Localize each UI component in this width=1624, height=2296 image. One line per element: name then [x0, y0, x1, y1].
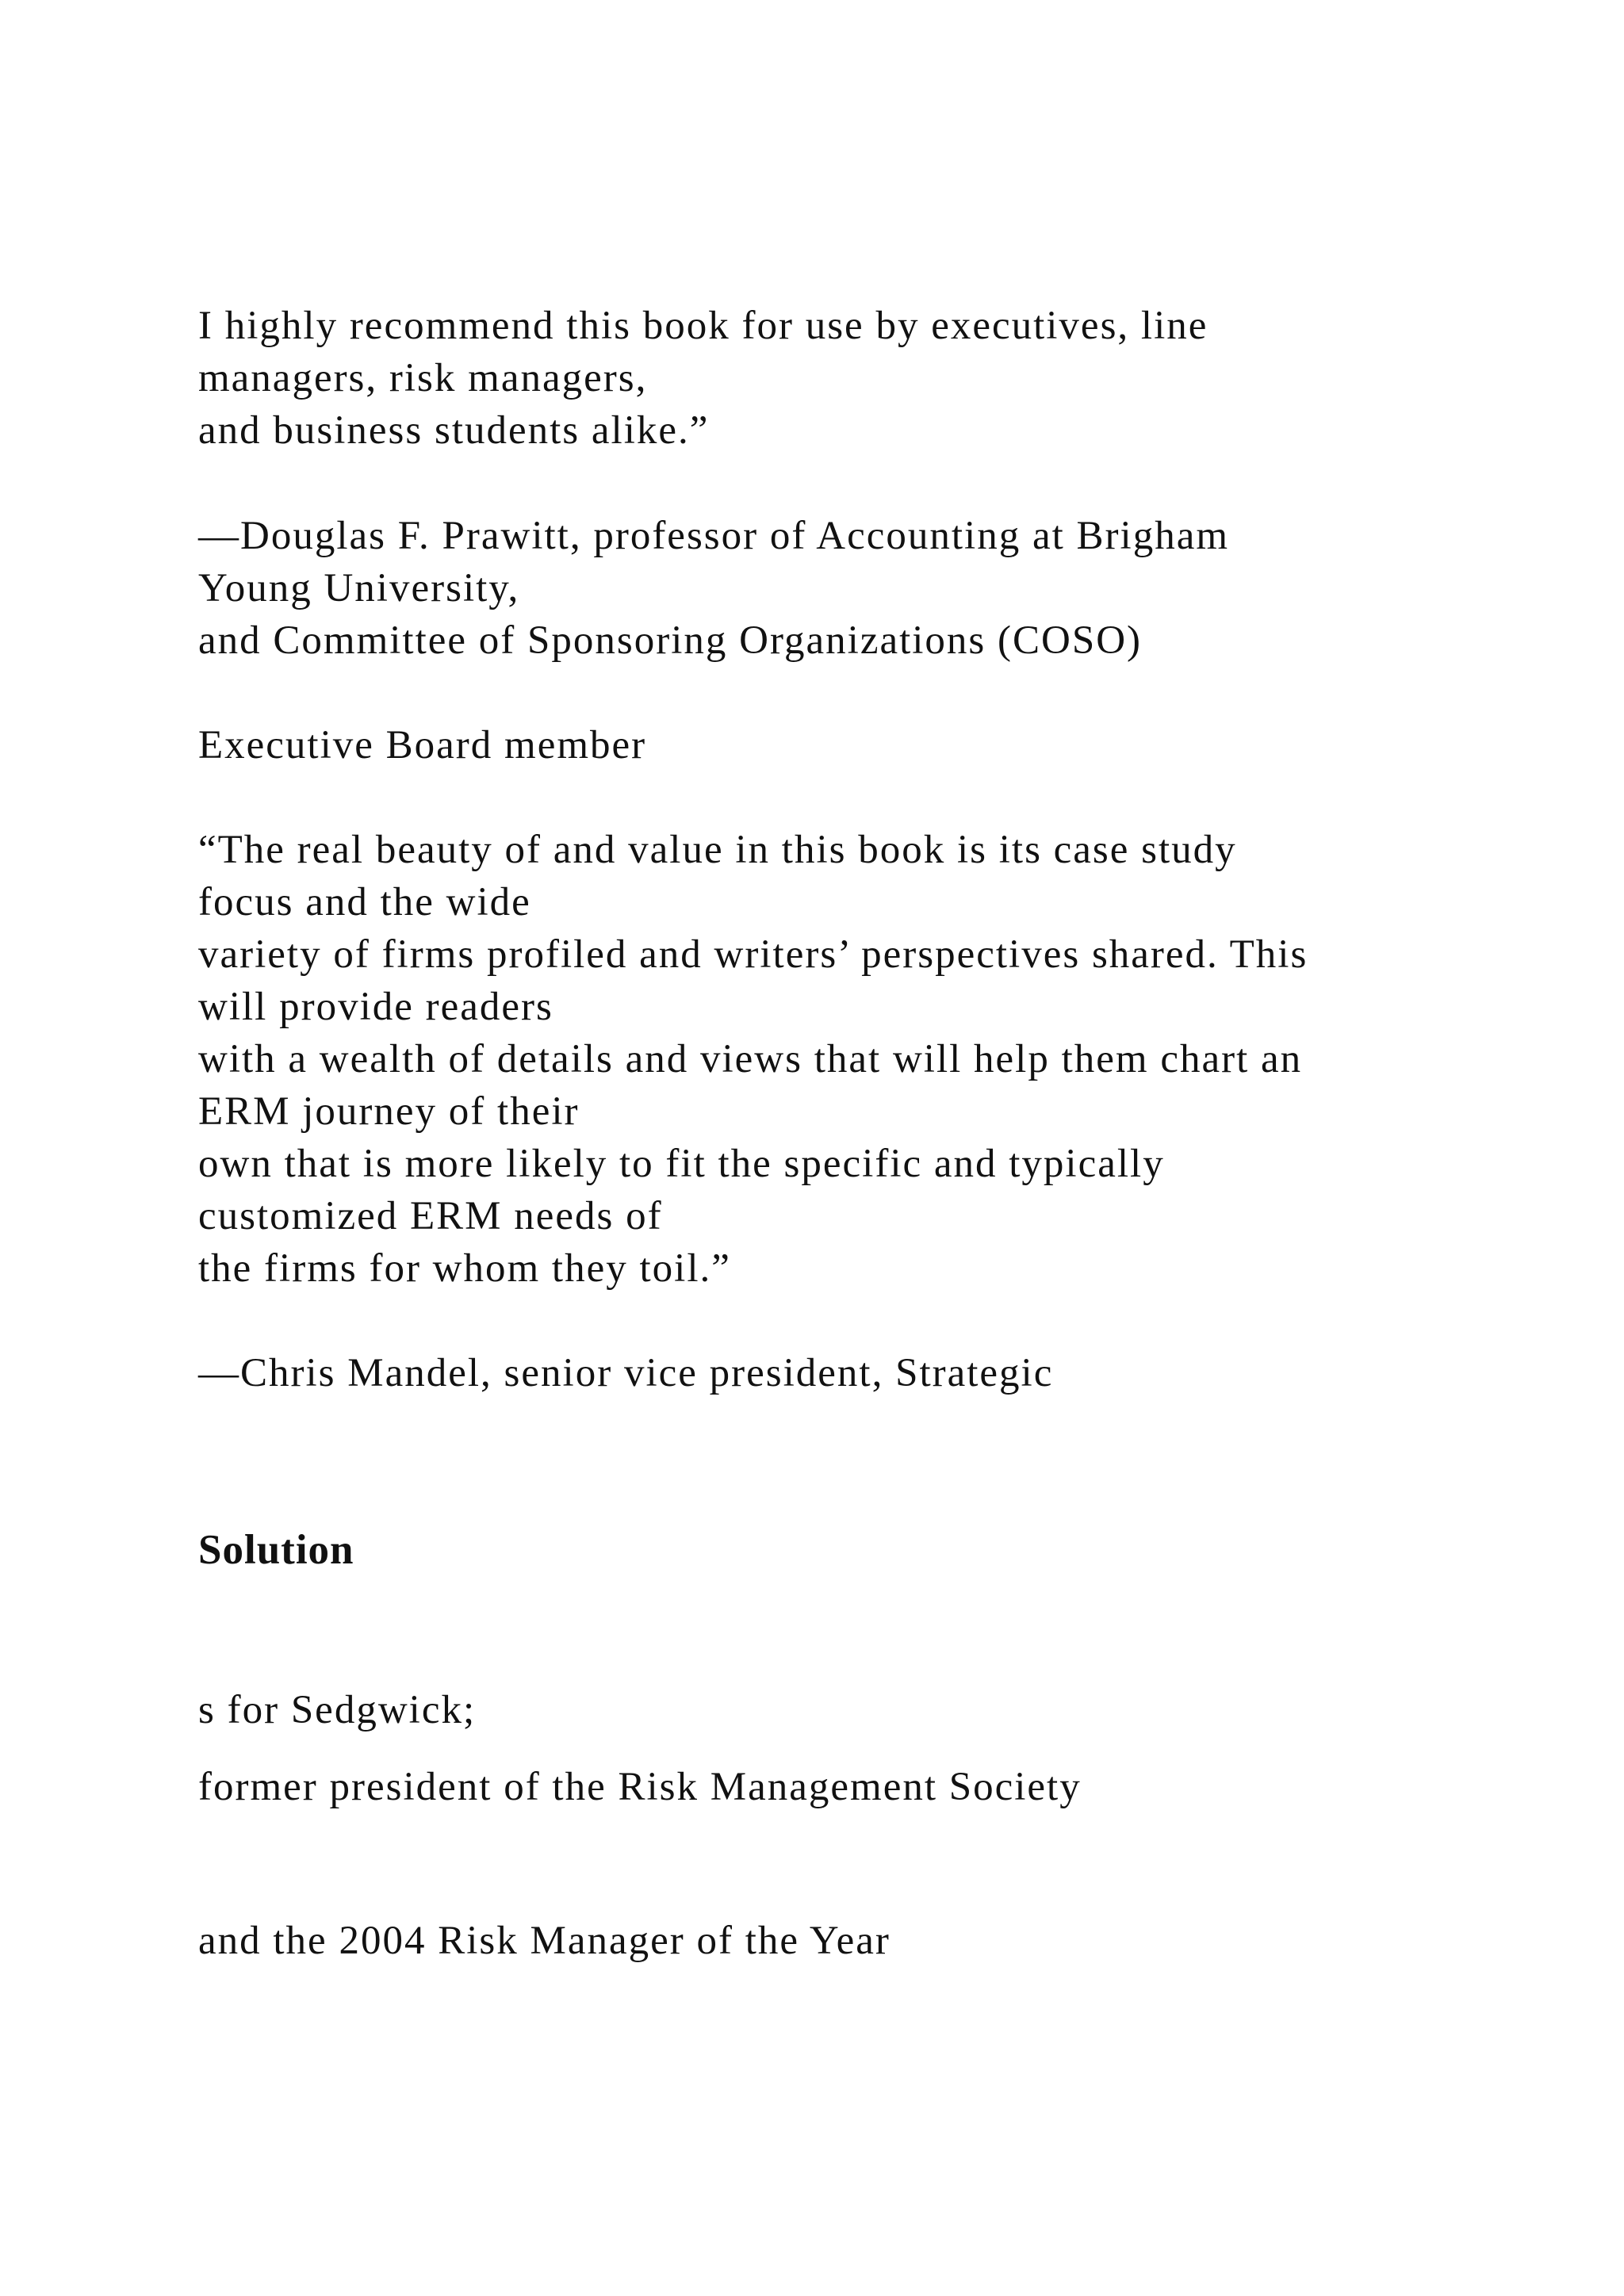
quote2-line: will provide readers [198, 985, 553, 1029]
attribution2-line: —Chris Mandel, senior vice president, Strategic [198, 1351, 1054, 1395]
quote2-line: “The real beauty of and value in this book is its case study [198, 828, 1237, 872]
solution-line: and the 2004 Risk Manager of the Year [198, 1919, 891, 1963]
solution-line: former president of the Risk Management Society [198, 1765, 1082, 1809]
quote1-line: and business students alike.” [198, 408, 710, 453]
quote2-line: with a wealth of details and views that will help them chart an [198, 1037, 1303, 1081]
attribution1-role: Executive Board member [198, 723, 647, 767]
quote1-line: managers, risk managers, [198, 356, 648, 400]
quote1-line: I highly recommend this book for use by executives, line [198, 304, 1208, 348]
quote2-line: variety of firms profiled and writers’ perspectives shared. This [198, 932, 1308, 977]
quote2-line: customized ERM needs of [198, 1194, 663, 1238]
quote2-line: ERM journey of their [198, 1089, 580, 1134]
quote2-line: focus and the wide [198, 880, 531, 924]
attribution1-line: and Committee of Sponsoring Organizations (COSO) [198, 618, 1143, 663]
quote2-line: own that is more likely to fit the specific and typically [198, 1142, 1165, 1186]
solution-heading: Solution [198, 1527, 354, 1573]
attribution1-line: —Douglas F. Prawitt, professor of Accounting at Brigham [198, 514, 1230, 558]
attribution1-line: Young University, [198, 566, 520, 610]
solution-line: s for Sedgwick; [198, 1688, 477, 1732]
quote2-line: the firms for whom they toil.” [198, 1246, 731, 1291]
